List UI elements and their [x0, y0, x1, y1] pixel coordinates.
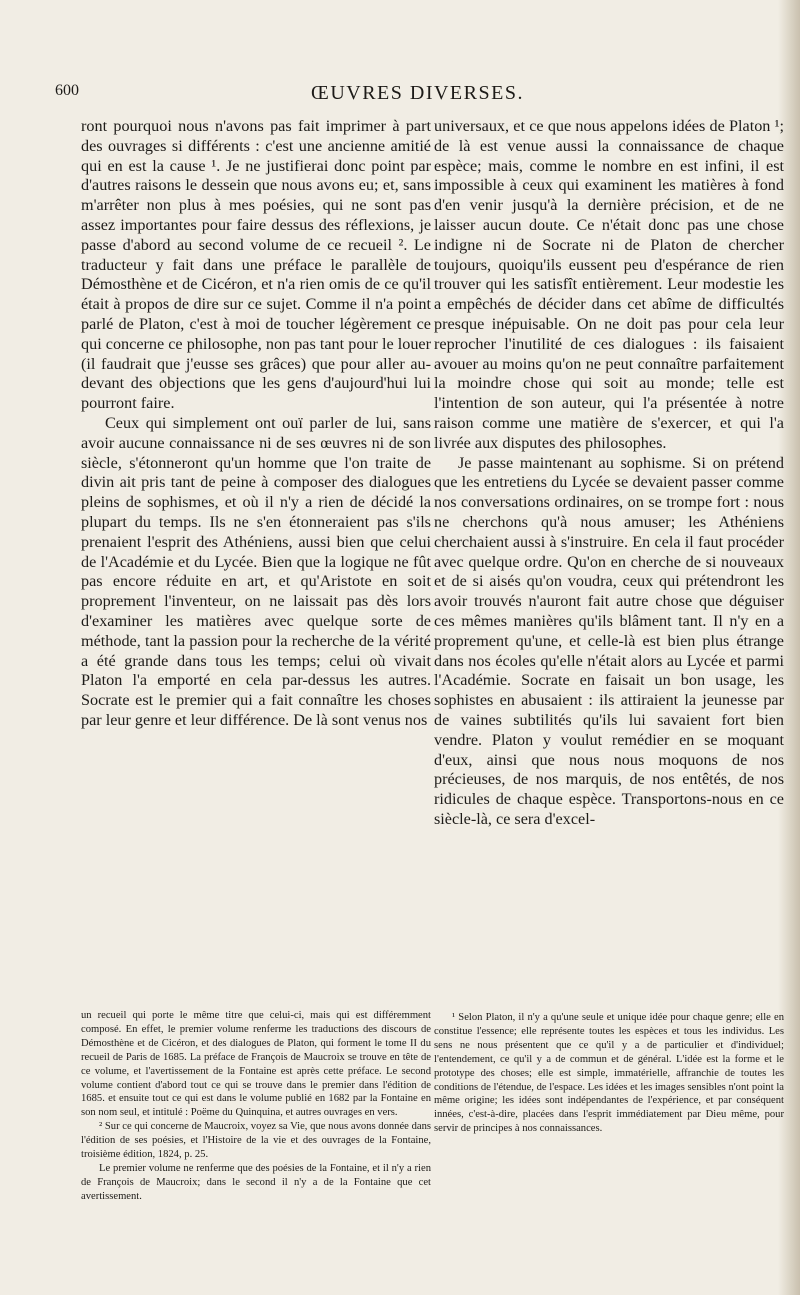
left-footnotes — [81, 1009, 431, 1204]
left-body-text — [81, 117, 431, 731]
right-column — [434, 117, 784, 830]
right-paragraph: universaux, et ce que nous appelons idées de Platon ¹; de là est venue aussi la connaissance de chaque espèce; mais, comme le nombre en est infini, il est impossible à ceux qui examinent les matières à fond d'en venir jusqu'à la dernière précision, et de ne laisser aucun doute. Ce n'était donc pas une chose indigne ni de Socrate ni de Platon de chercher toujours, quoiqu'ils eussent peu d'espérance de rien trouver qui les satisfît entièrement. Leur modestie les a empêchés de décider dans cet abîme de difficultés presque inépuisable. On ne doit pas pour cela leur reprocher l'inutilité de ces dialogues : ils faisaient avouer au moins qu'on ne peut connaître parfaitement la moindre chose qui soit au monde; telle est l'intention de son auteur, qui l'a présentée à notre raison comme une matière de s'exercer, et qui l'a livrée aux disputes des philosophes. — [434, 117, 784, 452]
right-paragraph: Je passe maintenant au sophisme. Si on prétend que les entretiens du Lycée se devaient passer comme nos conversations ordinaires, on se trompe fort : nous ne cherchons qu'à nous amuser; les Athéniens cherchaient aussi à s'instruire. En cela il faut procéder avec quelque ordre. Qu'on en cherche de si nouveaux et de si aisés qu'on voudra, ceux qui prétendront les avoir trouvés n'auront fait autre chose que déguiser ces mêmes manières qu'ils blâment tant. Il n'y en a proprement qu'une, et celle-là est bien plus étrange dans nos écoles qu'elle n'était alors au Lycée et parmi l'Académie. Socrate en faisait un bon usage, les sophistes en abusaient : ils attiraient la jeunesse par de vaines subtilités qu'ils lui savaient fort bien vendre. Platon y voulut remédier en se moquant d'eux, ainsi que nous nous moquons de nos précieuses, de nos marquis, de nos entêtés, de nos ridicules de chaque espèce. Transportons-nous en ce siècle-là, ce sera d'excel- — [434, 453, 784, 828]
running-title: ŒUVRES DIVERSES. — [311, 82, 524, 104]
footnote: ² Sur ce qui concerne de Maucroix, voyez sa Vie, que nous avons donnée dans l'édition de ses poésies, et l'Histoire de la vie et des ouvrages de la Fontaine, troisième édition, 1824, p. 25. — [81, 1121, 431, 1161]
left-column — [81, 117, 431, 731]
right-body-text — [434, 117, 784, 830]
footnote: ¹ Selon Platon, il n'y a qu'une seule et unique idée pour chaque genre; elle en constitue l'essence; elle représente toutes les espèces et tous les individus. Les sens ne nous présentent que ce qu'il y a de particulier et d'individuel; l'entendement, ce qu'il y a de commun et de général. L'idée est la forme et le prototype des choses; elle est simple, immatérielle, affranchie de toutes les conditions de l'étendue, de l'espace. Les idées et les images sensibles n'ont point la même origine; les idées sont indépendantes de l'expérience, et par conséquent innées, c'est-à-dire, placées dans l'esprit immédiatement par Dieu même, pour servir de principes à nos connaissances. — [434, 1012, 784, 1135]
footnote: Le premier volume ne renferme que des poésies de la Fontaine, et il n'y a rien de François de Maucroix; dans le second il n'y a de la Fontaine que cet avertissement. — [81, 1162, 431, 1202]
page-number: 600 — [55, 82, 79, 99]
page-header — [55, 82, 780, 112]
left-paragraph: ront pourquoi nous n'avons pas fait imprimer à part des ouvrages si différents : c'est une ancienne amitié qui en est la cause ¹. Je ne justifierai donc point par d'autres raisons le dessein que nous avons eu; et, sans m'arrêter non plus à mes poésies, qui ne sont pas assez importantes pour faire dessus des réflexions, je passe d'abord au second volume de ce recueil ². Le traducteur y fait dans une préface le parallèle de Démosthène et de Cicéron, et n'a rien omis de ce qu'il était à propos de dire sur ce sujet. Comme il n'a point parlé de Platon, c'est à moi de toucher légèrement ce qui concerne ce philosophe, non pas tant pour le louer (il faudrait que j'eusse ses grâces) que pour aller au-devant des objections que les gens d'aujourd'hui lui pourront faire. — [81, 117, 431, 413]
footnote: un recueil qui porte le même titre que celui-ci, mais qui est différemment composé. En effet, le premier volume renferme les traductions des discours de Démosthène et de Cicéron, et des dialogues de Platon, qui forment le tome II du recueil de Paris de 1685. La préface de François de Maucroix se trouve en tête de ce volume, et l'avertissement de la Fontaine est après cette préface. Le second volume contient d'abord tout ce qui se trouve dans le premier dans l'édition de 1685. et ensuite tout ce qui est dans le volume publié en 1682 par la Fontaine en son nom seul, et intitulé : Poëme du Quinquina, et autres ouvrages en vers. — [81, 1010, 431, 1119]
right-footnotes — [434, 1011, 784, 1136]
left-paragraph: Ceux qui simplement ont ouï parler de lui, sans avoir aucune connaissance ni de ses œuvres ni de son siècle, s'étonneront qu'un homme que l'on traite de divin ait pris tant de peine à composer des dialogues pleins de sophismes, et où il n'y a rien de décidé la plupart du temps. Ils ne s'en étonneraient pas s'ils prenaient l'esprit des Athéniens, aussi bien que celui de l'Académie et du Lycée. Bien que la logique ne fût pas encore réduite en art, et qu'Aristote en soit proprement l'inventeur, on ne laissait pas dès lors d'examiner les matières avec quelque sorte de méthode, tant la passion pour la recherche de la vérité a été grande dans tous les temps; celui où vivait Platon l'a emporté en cela par-dessus les autres. Socrate est le premier qui a fait connaître les choses par leur genre et leur différence. De là sont venus nos — [81, 413, 431, 729]
